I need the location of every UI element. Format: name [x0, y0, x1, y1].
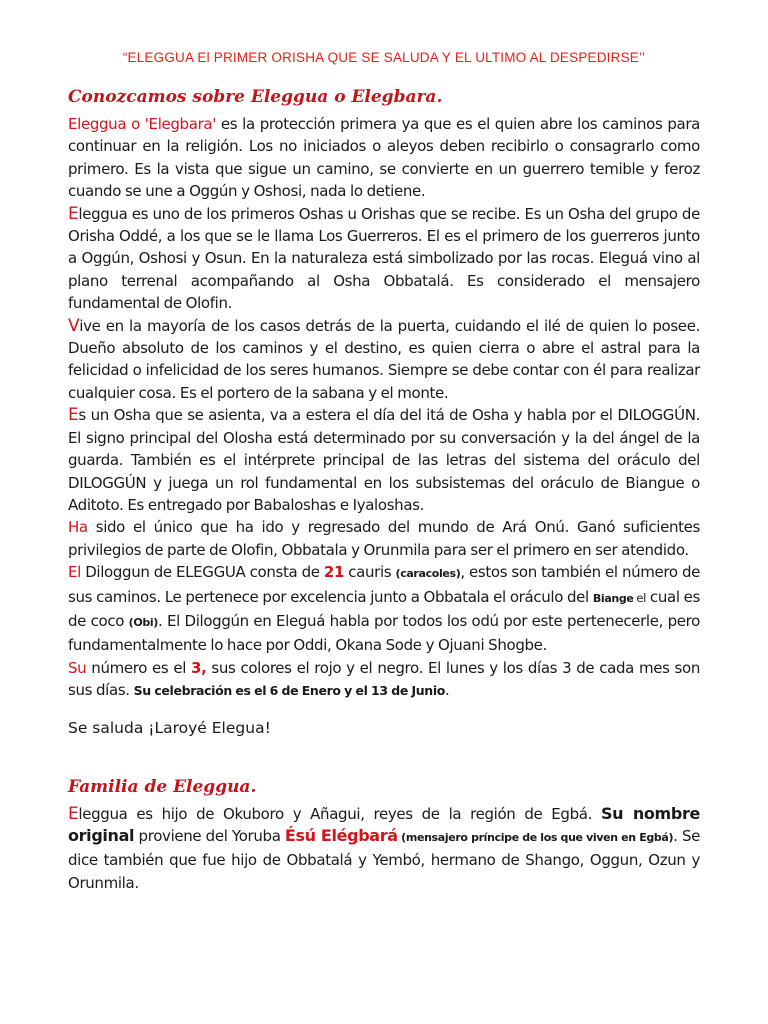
- lead-eleggua-elegbara: Eleggua o 'Elegbara': [68, 115, 217, 133]
- su-nombre-original: Su nombre original: [68, 803, 700, 845]
- initial-letter: E: [68, 203, 79, 224]
- lead-su: Su: [68, 658, 87, 677]
- paragraph-6-text-a: Diloggun de ELEGGUA consta de: [80, 563, 324, 582]
- paragraph-7: [68, 657, 700, 703]
- document-header: “ELEGGUA El PRIMER ORISHA QUE SE SALUDA Y EL ULTIMO AL DESPEDIRSE’’: [122, 50, 646, 65]
- number-3: 3,: [191, 658, 207, 677]
- paragraph-4-text: s un Osha que se asienta, va a estera el día del itá de Osha y habla por el DILOGGÚN. El signo principal del Olosha está determinado por su conversación y la del ángel de la guarda. También es el intérprete principal de las letras del sistema del oráculo del DILOGGÚN y juega un rol fundamental en los subsistemas del oráculo de Biangue o Aditoto. Es entregado por Babaloshas e Iyaloshas.: [68, 406, 700, 514]
- paragraph-4: [68, 404, 700, 516]
- familia-text-c: . Se dice también que fue hijo de Obbatalá y Yembó, hermano de Shango, Oggun, Ozun y Orunmila.: [68, 826, 701, 892]
- paragraph-7-text-a: número es el: [86, 658, 191, 677]
- paragraph-3-text: ive en la mayoría de los casos detrás de la puerta, cuidando el ilé de quien lo posee. Dueño absoluto de los caminos y el destino, es quien cierra o abre el astral para la felicidad o infelicidad de los seres humanos. Siempre se debe contar con él para realizar cualquier cosa. Es el portero de la sabana y el monte.: [68, 316, 700, 402]
- number-21: 21: [323, 563, 345, 582]
- biange-word: Biange: [592, 591, 634, 605]
- paragraph-6-text-e: . El Diloggún en Eleguá habla por todos los odú por este pertenecerle, pero fundamentalmente lo hace por Oddi, Okana Sode y Ojuani Shogbe.: [68, 611, 700, 655]
- lead-el: El: [68, 563, 81, 582]
- caracoles-note: (caracoles): [395, 567, 461, 581]
- document-page: [68, 50, 700, 894]
- section-heading-familia: Familia de Eleggua.: [68, 776, 257, 797]
- obi-note: (Obi): [128, 615, 158, 629]
- paragraph-6: [68, 561, 700, 657]
- paragraph-7-text-c: .: [445, 681, 450, 700]
- paragraph-6-text-d: cual es de coco: [68, 587, 700, 630]
- paragraph-3: [68, 315, 700, 405]
- greeting-laroye: Se saluda ¡Laroyé Elegua!: [68, 718, 271, 737]
- familia-text-b: proviene del Yoruba: [134, 826, 285, 845]
- celebration-dates: Su celebración es el 6 de Enero y el 13 de Junio: [133, 683, 446, 699]
- lead-ha: Ha: [68, 518, 88, 537]
- paragraph-1: [68, 113, 700, 203]
- initial-letter: E: [68, 405, 79, 426]
- paragraph-6-text-b: cauris: [344, 563, 396, 582]
- el-word: el: [633, 590, 646, 605]
- paragraph-1-text: es la protección primera ya que es el quien abre los caminos para continuar en la religión. Los no iniciados o aleyos deben recibirlo o consagrarlo como primero. Es la vista que sigue un camino, se convierte en un guerrero temible y feroz cuando se une a Oggún y Oshosi, nada lo detiene.: [68, 115, 701, 201]
- paragraph-2: [68, 203, 700, 315]
- paragraph-7-text-b: sus colores el rojo y el negro. El lunes y los días 3 de cada mes son sus días.: [68, 658, 700, 700]
- paragraph-6-text-c: , estos son también el número de sus caminos. Le pertenece por excelencia junto a Obbatala el oráculo del: [68, 563, 700, 606]
- paragraph-5-text: sido el único que ha ido y regresado del mundo de Ará Onú. Ganó suficientes privilegios de parte de Olofin, Obbatala y Orunmila para ser el primero en ser atendido.: [68, 518, 700, 559]
- paragraph-2-text: leggua es uno de los primeros Oshas u Orishas que se recibe. Es un Osha del grupo de Orisha Oddé, a los que se le llama Los Guerreros. El es el primero de los guerreros junto a Oggún, Oshosi y Osun. En la naturaleza está simbolizado por las rocas. Eleguá vino al plano terrenal acompañando al Osha Obbatalá. Es considerado el mensajero fundamental de Olofin.: [68, 204, 700, 313]
- esu-elegbara: Ésú Elégbará: [284, 825, 398, 845]
- section-heading-conozcamos: Conozcamos sobre Eleggua o Elegbara.: [68, 87, 443, 107]
- mensajero-note: (mensajero príncipe de los que viven en Egbá): [397, 830, 674, 844]
- paragraph-familia: [68, 803, 700, 895]
- initial-letter: V: [68, 315, 80, 336]
- paragraph-5: [68, 516, 700, 561]
- initial-letter: E: [68, 803, 79, 824]
- familia-text-a: leggua es hijo de Okuboro y Añagui, reyes de la región de Egbá.: [78, 804, 601, 823]
